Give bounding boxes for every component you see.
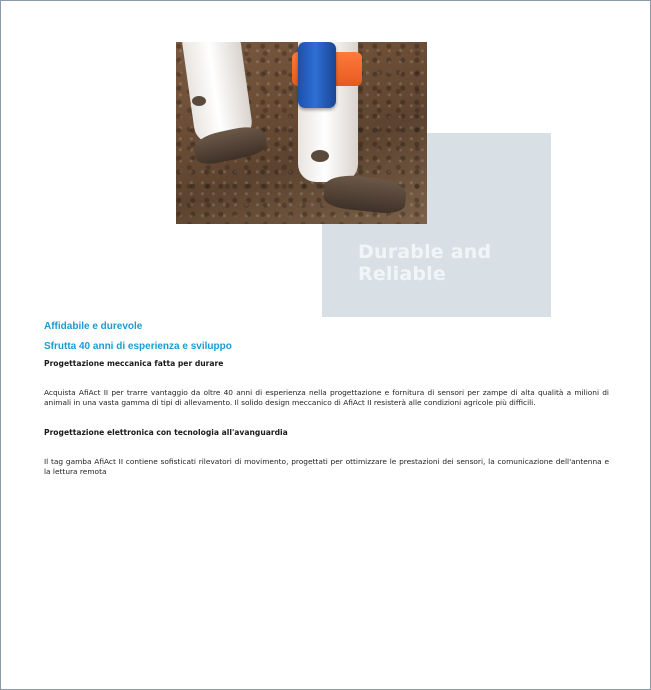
article-content: [44, 319, 609, 477]
section-heading-durable: Affidabile e durevole: [44, 321, 143, 332]
paragraph-electronic: Il tag gamba AfiAct II contiene sofisticati rilevatori di movimento, progettati per ottimizzare le prestazioni dei sensori, la comunicazione dell'antenna e la lettura remota: [44, 457, 609, 476]
dewclaw-right: [311, 150, 329, 162]
section-heading-experience: Sfrutta 40 anni di esperienza e sviluppo: [44, 341, 232, 352]
afiact-sensor-tag: [298, 42, 336, 108]
hoof-right: [322, 173, 407, 215]
dewclaw-left: [192, 96, 206, 106]
hero-overlay-text: Durable and Reliable: [358, 241, 492, 285]
paragraph-mechanical: Acquista AfiAct II per trarre vantaggio da oltre 40 anni di esperienza nella progettazione e fornitura di sensori per zampe di alta qualità a milioni di animali in una vasta gamma di tipi di allevamento. Il solido design meccanico di AfiAct II resisterà alle condizioni agricole più difficili.: [44, 388, 609, 407]
subheading-electronic-design: Progettazione elettronica con tecnologia all'avanguardia: [44, 428, 288, 437]
cow-leg-with-sensor-photo: [176, 42, 427, 224]
subheading-mechanical-design: Progettazione meccanica fatta per durare: [44, 359, 224, 368]
